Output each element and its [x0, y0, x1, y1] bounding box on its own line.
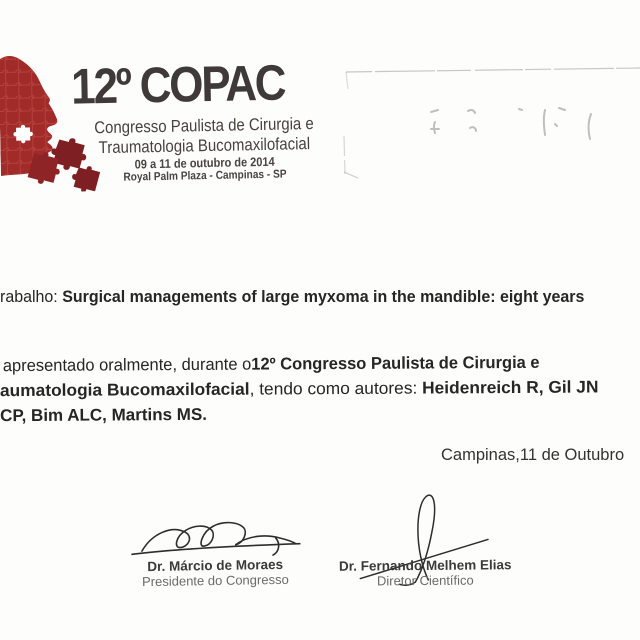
- logo-title: 12º COPAC: [70, 54, 285, 115]
- line1-regular-text: apresentado oralmente, durante o: [2, 354, 252, 376]
- signature-block-director: [330, 487, 521, 597]
- faded-stamp-box: [336, 62, 640, 186]
- signature-role: Diretor Científico: [376, 572, 474, 589]
- signature-block-president: [109, 513, 320, 596]
- presentation-paragraph: [0, 350, 640, 434]
- illegible-stamp-marks: [431, 108, 591, 139]
- president-signature-icon: [127, 516, 308, 561]
- date-place-line: Campinas,11 de Outubro: [441, 446, 625, 464]
- logo-venue-line: Royal Palm Plaza - Campinas - SP: [123, 168, 287, 184]
- logo-subtitle-line2: Traumatologia Bucomaxilofacial: [98, 134, 311, 158]
- signature-role: Presidente do Congresso: [141, 571, 289, 590]
- work-label: rabalho:: [0, 287, 58, 306]
- line2-regular-text: , tendo como autores:: [249, 378, 423, 399]
- work-title-line: [0, 285, 584, 308]
- signature-name: Dr. Fernando Melhem Elias: [338, 557, 512, 574]
- line2-bold-text-1: aumatologia Bucomaxilofacial: [0, 379, 250, 401]
- paragraph-line-3: CP, Bim ALC, Martins MS.: [0, 404, 208, 426]
- logo-subtitle-line1: Congresso Paulista de Cirurgia e: [94, 114, 314, 138]
- paragraph-line-1: [3, 351, 540, 378]
- line1-bold-text: 12º Congresso Paulista de Cirurgia e: [251, 352, 540, 374]
- logo-date-line: 09 a 11 de outubro de 2014: [134, 154, 275, 172]
- signature-name: Dr. Márcio de Moraes: [147, 556, 284, 575]
- line2-authors-text: Heidenreich R, Gil JN: [422, 377, 599, 398]
- work-title: Surgical managements of large myxoma in the mandible: eight years: [57, 287, 585, 306]
- paragraph-line-2: [0, 375, 599, 403]
- congress-logo: [0, 0, 352, 213]
